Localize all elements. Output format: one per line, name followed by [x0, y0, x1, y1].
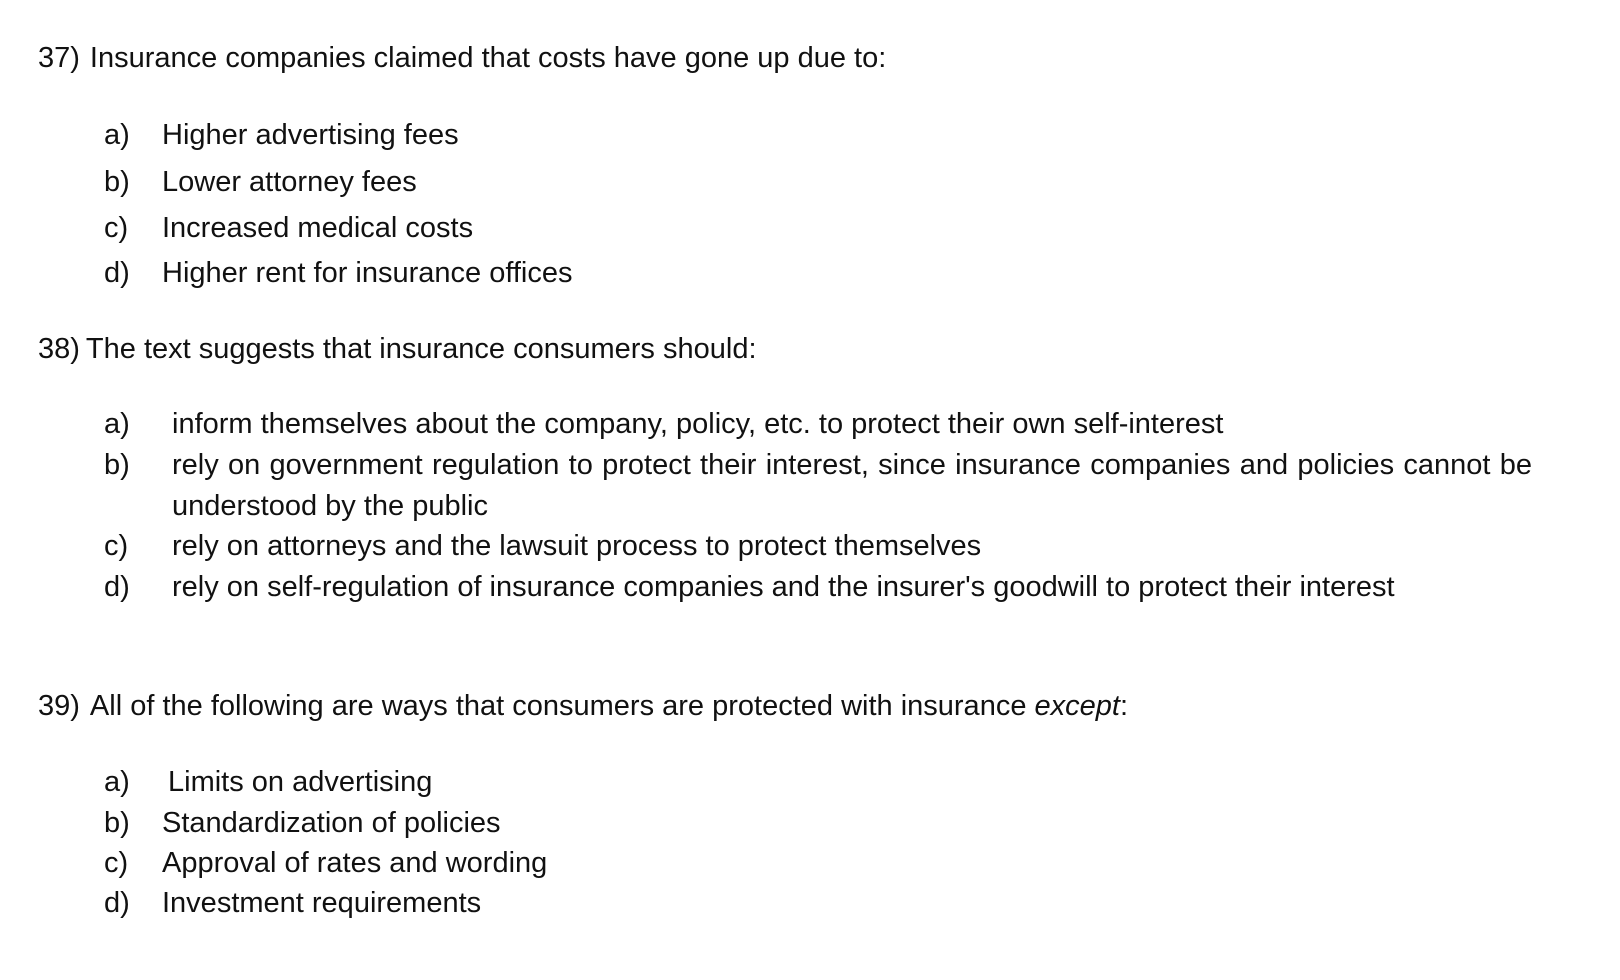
option-text: inform themselves about the company, policy, etc. to protect their own self-interest — [172, 408, 1224, 440]
question-39-prompt — [38, 688, 1128, 724]
question-38-option-d — [104, 567, 1532, 608]
option-text: rely on government regulation to protect their interest, since insurance companies and policies cannot be understood by the public — [172, 449, 1532, 522]
question-38-number: 38) — [38, 333, 80, 365]
option-text: rely on attorneys and the lawsuit process to protect themselves — [172, 530, 982, 562]
question-39-option-d — [104, 885, 481, 921]
option-label: c) — [104, 530, 129, 562]
option-text: Higher advertising fees — [162, 119, 459, 151]
question-37-option-a — [104, 117, 459, 153]
question-39-emphasis: except — [1034, 690, 1120, 722]
question-38-text: The text suggests that insurance consumers should: — [85, 333, 757, 365]
option-label: d) — [104, 257, 130, 289]
option-label: a) — [104, 119, 130, 151]
option-text: Higher rent for insurance offices — [162, 257, 573, 289]
option-label: d) — [104, 571, 130, 603]
question-39-option-c — [104, 845, 547, 881]
option-text: rely on self-regulation of insurance companies and the insurer's goodwill to protect their interest — [172, 571, 1395, 603]
option-label: b) — [104, 166, 130, 198]
option-text: Approval of rates and wording — [162, 847, 548, 879]
option-text: Lower attorney fees — [162, 166, 417, 198]
question-39-option-b — [104, 805, 501, 841]
question-38-option-c — [104, 526, 1532, 567]
question-37-option-c — [104, 210, 473, 246]
question-39-colon: : — [1119, 690, 1129, 722]
question-37-prompt — [38, 40, 886, 76]
question-39-text: All of the following are ways that consumers are protected with insurance — [89, 690, 1035, 722]
option-label: a) — [104, 766, 130, 798]
option-label: a) — [104, 408, 130, 440]
question-38-prompt — [38, 331, 757, 367]
option-label: c) — [104, 212, 129, 244]
option-text: Investment requirements — [162, 887, 482, 919]
question-39-number: 39) — [38, 690, 80, 722]
option-label: d) — [104, 887, 130, 919]
option-label: b) — [104, 807, 130, 839]
option-text: Standardization of policies — [162, 807, 501, 839]
question-37-option-d — [104, 255, 573, 291]
question-38-option-a — [104, 404, 1532, 445]
question-37-number: 37) — [38, 42, 80, 74]
option-text: Increased medical costs — [162, 212, 474, 244]
option-text: Limits on advertising — [168, 766, 433, 798]
option-label: c) — [104, 847, 129, 879]
option-label: b) — [104, 449, 130, 481]
question-37-option-b — [104, 164, 417, 200]
question-37-text: Insurance companies claimed that costs have gone up due to: — [89, 42, 887, 74]
question-38-option-b — [104, 445, 1532, 527]
question-39-option-a — [104, 764, 432, 800]
